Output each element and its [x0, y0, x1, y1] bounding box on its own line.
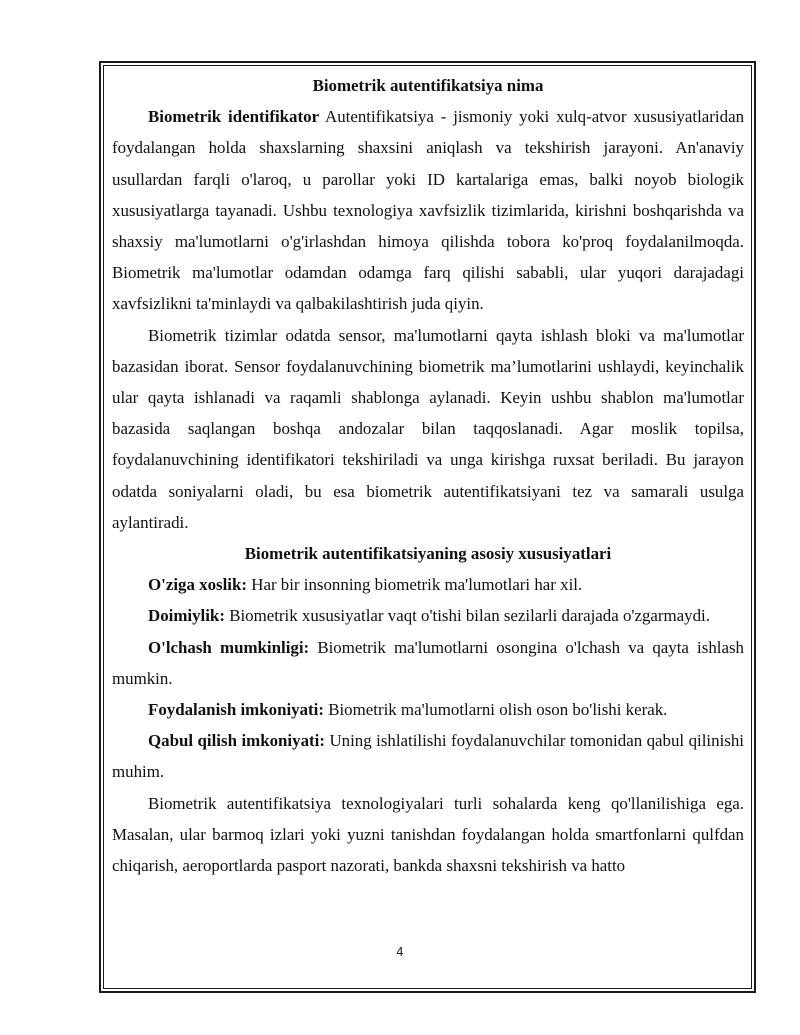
- feature-text: Har bir insonning biometrik ma'lumotlari har xil.: [251, 575, 583, 595]
- feature-measurability: [112, 632, 744, 694]
- feature-uniqueness: [112, 569, 744, 600]
- paragraph-system-components: Biometrik tizimlar odatda sensor, ma'lumotlarni qayta ishlash bloki va ma'lumotlar bazasidan iborat. Sensor foydalanuvchining biometrik ma’lumotlarini ushlaydi, keyinchalik ular qayta ishlanadi va raqamli shablonga aylanadi. Keyin ushbu shablon ma'lumotlar bazasida saqlangan boshqa andozalar bilan taqqoslanadi. Agar moslik topilsa, foydalanuvchining identifikatori tekshiriladi va unga kirishga ruxsat beriladi. Bu jarayon odatda soniyalarni oladi, bu esa biometrik autentifikatsiyani tez va samarali usulga aylantiradi.: [112, 325, 744, 532]
- term-biometric-identifier: Biometrik identifikator: [148, 107, 320, 127]
- paragraph-definition-text: Autentifikatsiya - jismoniy yoki xulq-atvor xususiyatlaridan foydalangan holda shaxslarning shaxsini aniqlash va tekshirish jarayoni. An'anaviy usullardan farqli o'laroq, u parollar yoki ID kartalariga emas, balki noyob biologik xususiyatlarga tayanadi. Ushbu texnologiya xavfsizlik tizimlarida, kirishni boshqarishda va shaxsiy ma'lumotlarni o'g'irlashdan himoya qilishda tobora ko'proq foydalanilmoqda. Biometrik ma'lumotlar odamdan odamga farq qilishi sababli, ular yuqori darajadagi xavfsizlikni ta'minlaydi va qalbakilashtirish juda qiyin.: [112, 107, 745, 314]
- section-heading-definition: Biometrik autentifikatsiya nima: [312, 76, 544, 95]
- feature-text: Biometrik ma'lumotlarni osongina o'lchash va qayta ishlash mumkin.: [112, 637, 744, 688]
- feature-term: O'lchash mumkinligi:: [148, 637, 310, 657]
- feature-term: O'ziga xoslik:: [148, 575, 248, 595]
- feature-text: Uning ishlatilishi foydalanuvchilar tomonidan qabul qilinishi muhim.: [112, 731, 744, 782]
- section-heading-features: Biometrik autentifikatsiyaning asosiy xususiyatlari: [244, 544, 612, 564]
- feature-text: Biometrik ma'lumotlarni olish oson bo'lishi kerak.: [328, 700, 668, 720]
- page-number: 4: [396, 945, 404, 959]
- paragraph-definition: [112, 101, 744, 319]
- paragraph-applications: Biometrik autentifikatsiya texnologiyalari turli sohalarda keng qo'llanilishiga ega. Masalan, ular barmoq izlari yoki yuzni tanishdan foydalangan holda smartfonlarni qulfdan chiqarish, aeroportlarda pasport nazorati, bankda shaxsni tekshirish va hatto: [112, 793, 744, 876]
- feature-term: Qabul qilish imkoniyati:: [148, 731, 325, 751]
- document-body: [112, 70, 744, 881]
- feature-acceptability: [112, 725, 744, 787]
- feature-permanence: [112, 600, 744, 631]
- feature-term: Doimiylik:: [148, 606, 225, 626]
- feature-text: Biometrik xususiyatlar vaqt o'tishi bilan sezilarli darajada o'zgarmaydi.: [229, 606, 710, 626]
- feature-usability: [112, 694, 744, 725]
- feature-term: Foydalanish imkoniyati:: [148, 700, 324, 720]
